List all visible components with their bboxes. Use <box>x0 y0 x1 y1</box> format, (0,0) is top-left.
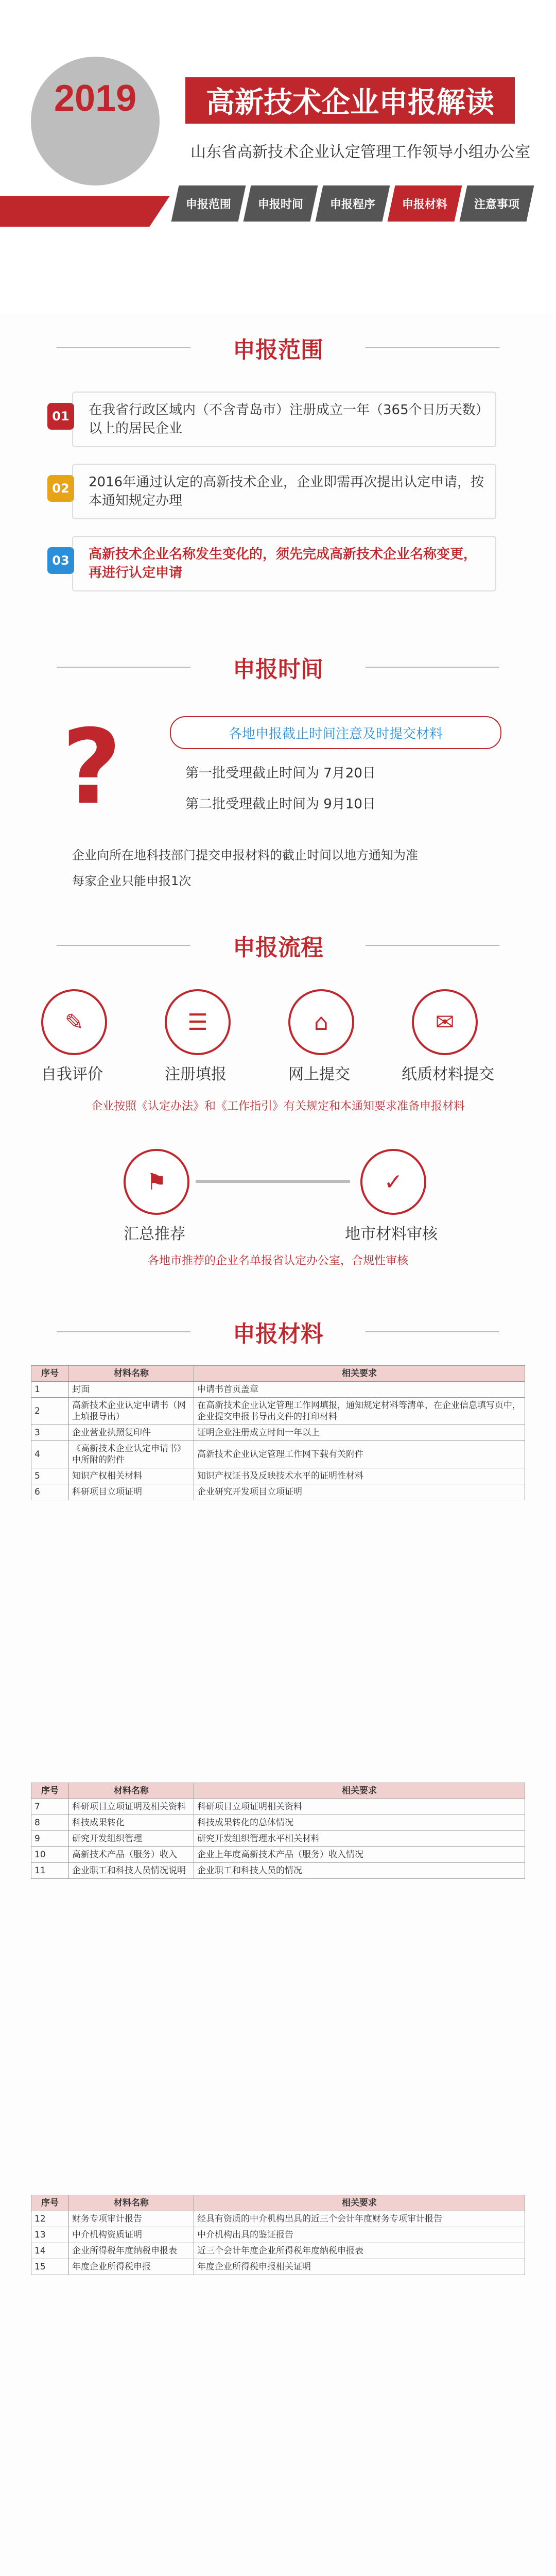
nav-item-materials[interactable]: 申报材料 <box>388 185 462 222</box>
step-label: 纸质材料提交 <box>402 1065 494 1083</box>
nav-item-process[interactable]: 申报程序 <box>316 185 390 222</box>
time-batch2: 第二批受理截止时间为 9月10日 <box>185 796 376 812</box>
table-row: 10 高新技术产品（服务）收入 企业上年度高新技术产品（服务）收入情况 <box>31 1847 525 1863</box>
flow-arrow <box>196 1180 350 1183</box>
range-text: 高新技术企业名称发生变化的，须先完成高新技术企业名称变更，再进行认定申请 <box>89 547 477 581</box>
range-num: 01 <box>47 403 74 430</box>
table-row: 1 封面 申请书首页盖章 <box>31 1382 525 1398</box>
table-row: 13 中介机构资质证明 中介机构出具的鉴证报告 <box>31 2227 525 2243</box>
table-row: 14 企业所得税年度纳税申报表 近三个会计年度企业所得税年度纳税申报表 <box>31 2243 525 2259</box>
section-title-process: 申报流程 <box>196 927 360 963</box>
step-label: 网上提交 <box>288 1065 350 1083</box>
range-text: 在我省行政区域内（不含青岛市）注册成立一年（365个日历天数）以上的居民企业 <box>89 402 482 436</box>
process-note1: 企业按照《认定办法》和《工作指引》有关规定和本通知要求准备申报材料 <box>91 1100 465 1113</box>
paper-submit-icon: ✉ <box>412 989 478 1055</box>
table-row: 4 《高新技术企业认定申请书》中所附的附件 高新技术企业认定管理工作网下载有关附件 <box>31 1441 525 1468</box>
range-item <box>52 536 496 591</box>
step-label: 注册填报 <box>165 1065 227 1083</box>
range-item <box>52 464 496 519</box>
table-row: 2 高新技术企业认定申请书（网上填报导出） 在高新技术企业认定管理工作网填报，通知规定材料等清单，在企业信息填写页中，企业提交申报书导出文件的打印材料 <box>31 1398 525 1425</box>
step-label: 自我评价 <box>41 1065 103 1083</box>
nav-item-notes[interactable]: 注意事项 <box>460 185 534 222</box>
section-title-time: 申报时间 <box>196 649 360 685</box>
time-note1: 企业向所在地科技部门提交申报材料的截止时间以地方通知为准 <box>72 848 418 862</box>
summary-icon: ⚑ <box>124 1149 189 1215</box>
table-row: 7 科研项目立项证明及相关资料 科研项目立项证明相关资料 <box>31 1799 525 1815</box>
table-row: 8 科技成果转化 科技成果转化的总体情况 <box>31 1815 525 1831</box>
header-circle <box>31 57 160 185</box>
materials-table-3: 序号 材料名称 相关要求 12 财务专项审计报告 经具有资质的中介机构出具的近三个会计年度财务专项审计报告 13 中介机构资质证明 中介机构出具的鉴证报告 14 企业所得税年度纳税申报表 近三个会计年度企业所得税年度纳税申报表 15 年度企业所得税申报 年度企业所得税申报相关证明 <box>31 2195 525 2275</box>
process-note2: 各地市推荐的企业名单报省认定办公室，合规性审核 <box>147 1255 408 1267</box>
step-label: 汇总推荐 <box>124 1225 185 1243</box>
header-year: 2019 <box>54 78 137 119</box>
header-title: 高新技术企业申报解读 <box>185 77 515 124</box>
time-banner: 各地申报截止时间注意及时提交材料 <box>170 716 501 749</box>
range-item <box>52 392 496 447</box>
header-subtitle: 山东省高新技术企业认定管理工作领导小组办公室 <box>190 143 530 161</box>
table-row: 11 企业职工和科技人员情况说明 企业职工和科技人员的情况 <box>31 1863 525 1879</box>
materials-table: 序号 材料名称 相关要求 1 封面 申请书首页盖章 2 高新技术企业认定申请书（网上填报导出） 在高新技术企业认定管理工作网填报，通知规定材料等清单，在企业信息填写页中，企业提交申报书导出文件的打印材料 3 企业营业执照复印件 证明企业注册成立时间一年以上 4 《高新技术企业认定申请书》中所附的附件 高新技术企业认定管理工作网下载有关附件 5 知识产权相关材料 知识产权证书及反映技术水平的证明性材料 6 科研项目立项证明 企业研究开发项目立项证明 <box>31 1365 525 1500</box>
range-num: 02 <box>47 475 74 502</box>
section-title-materials: 申报材料 <box>196 1314 360 1350</box>
time-batch1: 第一批受理截止时间为 7月20日 <box>185 766 376 781</box>
review-icon: ✓ <box>360 1149 426 1215</box>
table-row: 12 财务专项审计报告 经具有资质的中介机构出具的近三个会计年度财务专项审计报告 <box>31 2211 525 2227</box>
range-num: 03 <box>47 547 74 574</box>
table-row: 5 知识产权相关材料 知识产权证书及反映技术水平的证明性材料 <box>31 1468 525 1484</box>
question-mark-icon: ? <box>62 707 122 827</box>
table-row: 3 企业营业执照复印件 证明企业注册成立时间一年以上 <box>31 1425 525 1441</box>
nav-item-time[interactable]: 申报时间 <box>244 185 318 222</box>
header-nav <box>0 180 556 237</box>
online-submit-icon: ⌂ <box>288 989 354 1055</box>
materials-table-2: 序号 材料名称 相关要求 7 科研项目立项证明及相关资料 科研项目立项证明相关资料 8 科技成果转化 科技成果转化的总体情况 9 研究开发组织管理 研究开发组织管理水平相关材料 10 高新技术产品（服务）收入 企业上年度高新技术产品（服务）收入情况 11 企业职工和科技人员情况说明 企业职工和科技人员的情况 <box>31 1783 525 1879</box>
table-row: 9 研究开发组织管理 研究开发组织管理水平相关材料 <box>31 1831 525 1847</box>
self-eval-icon: ✎ <box>41 989 107 1055</box>
register-icon: ☰ <box>165 989 231 1055</box>
nav-accent <box>0 196 170 227</box>
time-note2: 每家企业只能申报1次 <box>72 874 192 888</box>
section-title-range: 申报范围 <box>196 330 360 366</box>
table-row: 15 年度企业所得税申报 年度企业所得税申报相关证明 <box>31 2259 525 2275</box>
header <box>0 0 556 314</box>
step-label: 地市材料审核 <box>345 1225 438 1243</box>
table-row: 6 科研项目立项证明 企业研究开发项目立项证明 <box>31 1484 525 1500</box>
range-text: 2016年通过认定的高新技术企业，企业即需再次提出认定申请，按本通知规定办理 <box>89 474 484 509</box>
nav-item-range[interactable]: 申报范围 <box>171 185 246 222</box>
